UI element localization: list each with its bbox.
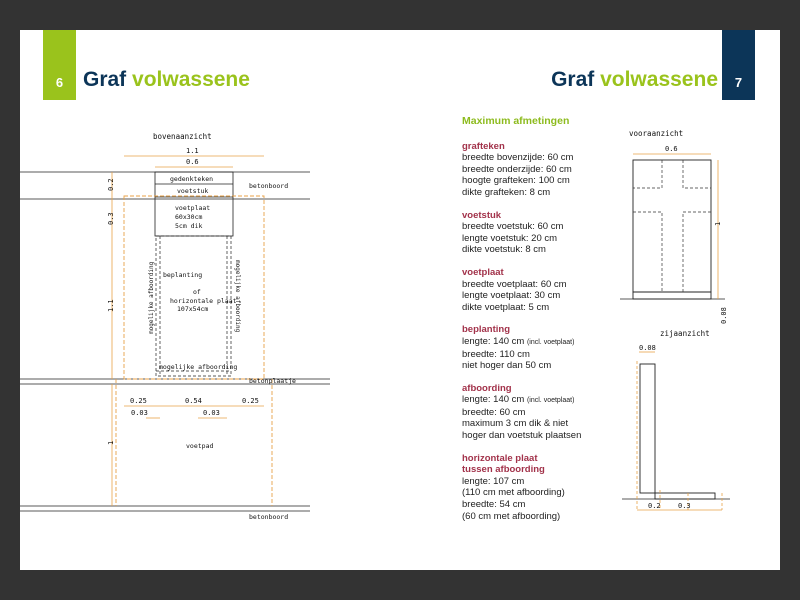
spec-line: lengte voetstuk: 20 cm	[462, 232, 558, 244]
spec-line: breedte voetplaat: 60 cm	[462, 278, 567, 290]
label-gedenkteken: gedenkteken	[170, 175, 214, 183]
label-afboording-left: mogelijke afboording	[148, 261, 155, 334]
spec-heading: voetplaat	[462, 266, 504, 278]
dim-label-0-2: 0.2	[107, 178, 115, 191]
dim-label-0-03-mid: 0.03	[203, 409, 220, 417]
brochure-spread	[20, 30, 780, 570]
title-word-graf-right: Graf	[551, 68, 595, 91]
dim-label-0-6-top: 0.6	[186, 158, 199, 166]
dim-label-0-25-right: 0.25	[242, 397, 259, 405]
dim-label-0-03-left: 0.03	[131, 409, 148, 417]
side-dim-0-2: 0.2	[648, 502, 661, 510]
spec-heading: beplanting	[462, 324, 511, 336]
side-dim-0-3: 0.3	[678, 502, 691, 510]
front-cross-outline	[633, 160, 711, 292]
page-number-right: 7	[734, 75, 743, 90]
label-of: of	[193, 288, 201, 296]
spec-line: dikte voetstuk: 8 cm	[462, 244, 546, 256]
label-voetplaat-thick: 5cm dik	[175, 222, 203, 230]
label-afboording-bottom: mogelijke afboording	[159, 363, 238, 371]
title-word-volwassene-right: volwassene	[600, 68, 718, 91]
side-voetplaat	[655, 493, 715, 499]
spec-line: hoger dan voetstuk plaatsen	[462, 430, 582, 442]
front-grafteken	[633, 160, 711, 292]
spec-text: lengte: 140 cm	[462, 394, 525, 406]
dim-label-1-side: 1	[107, 440, 115, 445]
spec-line: hoogte grafteken: 100 cm	[462, 175, 570, 187]
label-plaat-size: 107x54cm	[177, 305, 209, 313]
front-voetstuk	[633, 292, 711, 299]
spec-text: lengte: 140 cm	[462, 335, 525, 347]
label-betonboord-top: betonboord	[249, 182, 289, 190]
spec-line: breedte: 60 cm	[462, 406, 526, 418]
dim-label-0-3: 0.3	[107, 212, 115, 225]
front-dim-base: 0.08	[720, 307, 728, 324]
dim-label-1-1-side: 1.1	[107, 299, 115, 312]
spec-line: breedte bovenzijde: 60 cm	[462, 152, 574, 164]
elevation-drawings	[400, 30, 780, 570]
title-word-graf: Graf	[83, 68, 127, 91]
spec-line: breedte: 54 cm	[462, 499, 526, 511]
side-view-label: zijaanzicht	[660, 329, 710, 338]
spec-heading: horizontale plaat	[462, 452, 538, 464]
specs-title: Maximum afmetingen	[462, 115, 570, 127]
page-right	[400, 30, 780, 570]
side-dim-thick: 0.08	[639, 344, 656, 352]
spec-line: lengte: 107 cm	[462, 475, 525, 487]
spec-line: dikte grafteken: 8 cm	[462, 186, 551, 198]
label-voetplaat-size: 60x30cm	[175, 213, 203, 221]
spec-heading: tussen afboording	[462, 464, 545, 476]
page-left	[20, 30, 400, 570]
spec-line: dikte voetplaat: 5 cm	[462, 301, 550, 313]
label-voetpad: voetpad	[186, 442, 214, 450]
label-beplanting: beplanting	[163, 271, 203, 279]
label-voetplaat: voetplaat	[175, 204, 211, 212]
spec-line: breedte onderzijde: 60 cm	[462, 163, 572, 175]
spec-line: (60 cm met afboording)	[462, 510, 561, 522]
spec-line: breedte voetstuk: 60 cm	[462, 221, 564, 233]
spec-heading: grafteken	[462, 140, 505, 152]
dim-label-0-25-left: 0.25	[130, 397, 147, 405]
spec-heading: afboording	[462, 382, 512, 394]
spec-line: (110 cm met afboording)	[462, 487, 565, 499]
spec-note: (incl. voetplaat)	[526, 397, 575, 405]
page-number-left: 6	[55, 75, 64, 90]
spec-line: maximum 3 cm dik & niet	[462, 418, 569, 430]
spec-line: breedte: 110 cm	[462, 348, 530, 360]
spec-line: niet hoger dan 50 cm	[462, 360, 552, 372]
front-dim-height: 1	[714, 221, 722, 226]
side-grafteken	[640, 364, 655, 493]
plan-view-label: bovenaanzicht	[153, 132, 212, 141]
dim-label-0-54: 0.54	[185, 397, 202, 405]
side-dim-guides	[637, 361, 722, 510]
label-voetstuk: voetstuk	[177, 187, 209, 195]
title-word-volwassene: volwassene	[132, 68, 250, 91]
spec-note: (incl. voetplaat)	[526, 338, 575, 346]
label-betonplaatje: betonplaatje	[249, 377, 296, 385]
front-view-label: vooraanzicht	[629, 129, 684, 138]
plan-drawing	[20, 30, 400, 570]
dim-label-1-1-top: 1.1	[186, 147, 199, 155]
label-horizontale-plaat: horizontale plaat	[170, 297, 237, 305]
front-dim-width: 0.6	[665, 145, 678, 153]
spec-line: lengte voetplaat: 30 cm	[462, 290, 561, 302]
spec-heading: voetstuk	[462, 209, 502, 221]
label-afboording-right: mogelijke afboording	[234, 260, 241, 333]
label-betonboord-bottom: betonboord	[249, 513, 289, 521]
